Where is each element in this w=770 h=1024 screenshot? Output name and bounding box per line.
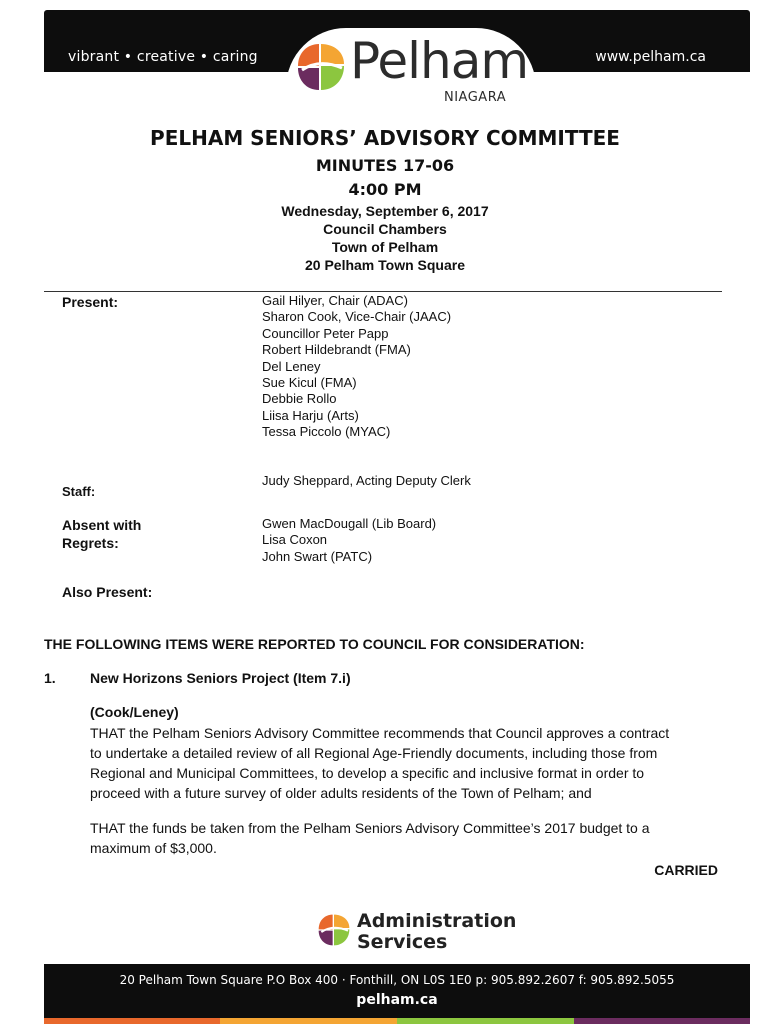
pelham-logo [286, 28, 536, 110]
paragraph-line: THAT the Pelham Seniors Advisory Committee recommends that Council approves a contract [90, 725, 670, 741]
resolution-paragraph-2 [90, 818, 730, 858]
list-item: Sue Kicul (FMA) [262, 375, 357, 391]
paragraph-line: proceed with a future survey of older adults residents of the Town of Pelham; and [90, 785, 592, 801]
paragraph-line: to undertake a detailed review of all Regional Age-Friendly documents, including those from [90, 745, 658, 761]
list-item: Debbie Rollo [262, 391, 337, 407]
list-item: Del Leney [262, 358, 321, 374]
list-item: Lisa Coxon [262, 532, 328, 548]
footer-website-link[interactable]: pelham.ca [356, 992, 438, 1008]
meeting-address: 20 Pelham Town Square [304, 257, 465, 273]
absent-label [62, 516, 141, 552]
staff-list [262, 473, 471, 489]
paragraph-line: maximum of $3,000. [90, 840, 217, 856]
present-list [262, 293, 451, 441]
absent-label-line: Regrets: [62, 535, 119, 551]
logo-region: NIAGARA [444, 90, 507, 105]
footer-bar [44, 964, 750, 1018]
pelham-leaf-icon [294, 40, 348, 94]
resolution-paragraph-1 [90, 723, 730, 803]
staff-label: Staff: [62, 484, 96, 499]
footer-stripe-purple [574, 1018, 750, 1024]
committee-title: PELHAM SENIORS’ ADVISORY COMMITTEE [150, 126, 620, 150]
minutes-number: MINUTES 17-06 [315, 156, 455, 175]
list-item: Councillor Peter Papp [262, 325, 389, 341]
list-item: Robert Hildebrandt (FMA) [262, 342, 411, 358]
footer-stripe-green [397, 1018, 574, 1024]
footer-stripe-yellow [220, 1018, 397, 1024]
department-name-line2: Services [357, 931, 448, 953]
list-item: John Swart (PATC) [262, 548, 373, 564]
list-item: Gwen MacDougall (Lib Board) [262, 516, 437, 531]
list-item: Liisa Harju (Arts) [262, 407, 359, 423]
section-heading: THE FOLLOWING ITEMS WERE REPORTED TO COUNCIL FOR CONSIDERATION: [44, 636, 585, 652]
list-item: Judy Sheppard, Acting Deputy Clerk [262, 473, 471, 488]
website-link[interactable]: www.pelham.ca [595, 49, 706, 65]
also-present-label: Also Present: [62, 584, 153, 600]
pelham-leaf-icon [316, 912, 352, 948]
absent-list [262, 516, 436, 565]
meeting-time: 4:00 PM [348, 180, 422, 199]
list-item: Sharon Cook, Vice-Chair (JAAC) [262, 309, 452, 325]
item-title: New Horizons Seniors Project (Item 7.i) [90, 670, 351, 686]
footer-stripe-orange [44, 1018, 220, 1024]
item-number: 1. [44, 670, 56, 686]
meeting-location: Council Chambers [323, 221, 447, 237]
meeting-town: Town of Pelham [331, 239, 439, 255]
list-item: Gail Hilyer, Chair (ADAC) [262, 293, 408, 308]
present-label: Present: [62, 294, 119, 310]
meeting-date: Wednesday, September 6, 2017 [281, 203, 489, 219]
department-name-line1: Administration [357, 910, 517, 932]
paragraph-line: Regional and Municipal Committees, to develop a specific and inclusive format in order to [90, 765, 645, 781]
mover-seconder: (Cook/Leney) [90, 704, 179, 720]
footer-address: 20 Pelham Town Square P.O Box 400 · Fonthill, ON L0S 1E0 p: 905.892.2607 f: 905.892.5055 [119, 973, 675, 987]
logo-wordmark: Pelham [350, 32, 529, 90]
list-item: Tessa Piccolo (MYAC) [262, 424, 391, 440]
tagline: vibrant • creative • caring [68, 49, 258, 65]
divider [44, 291, 722, 292]
paragraph-line: THAT the funds be taken from the Pelham Seniors Advisory Committee’s 2017 budget to a [90, 820, 650, 836]
carried-status: CARRIED [654, 862, 718, 878]
absent-label-line: Absent with [62, 517, 142, 533]
